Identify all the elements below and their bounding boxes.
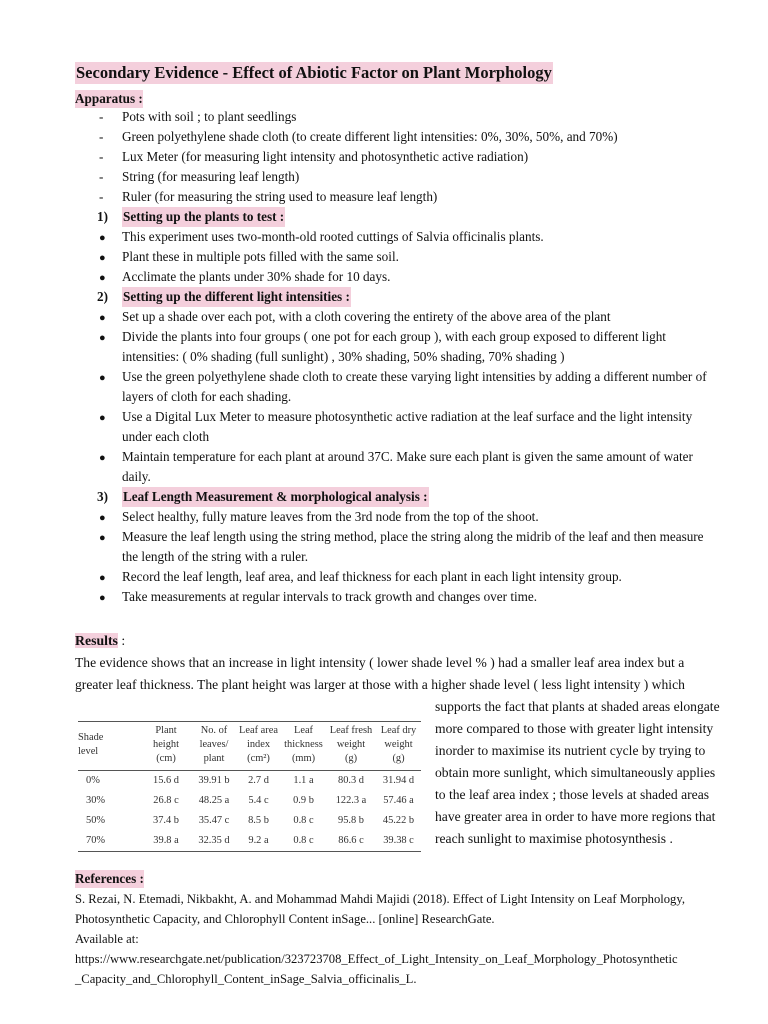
results-side-line: inorder to maximise its nutrient cycle by trying to [435, 743, 706, 758]
table-cell: 86.6 c [338, 835, 364, 846]
table-cell: 39.8 a [153, 835, 179, 846]
table-header-text: Plant [155, 725, 177, 736]
table-row [78, 811, 421, 831]
step-number: 3) [97, 489, 108, 504]
table-header-text: Leaf fresh [329, 725, 373, 736]
bullet-icon: ● [99, 332, 106, 344]
apparatus-item-text: String (for measuring leaf length) [122, 169, 300, 184]
table-header-text: (g) [344, 753, 358, 764]
table-cell: 39.91 b [198, 775, 230, 786]
bullet-icon: ● [99, 532, 106, 544]
table-row [78, 791, 421, 811]
results-paragraph-line: The evidence shows that an increase in light intensity ( lower shade level % ) had a smaller leaf area index but a [75, 655, 685, 670]
table-cell: 50% [86, 815, 106, 826]
step-heading: Setting up the different light intensities : [122, 287, 351, 307]
step-heading: Setting up the plants to test : [122, 207, 285, 227]
bullet-text: Plant these in multiple pots filled with the same soil. [122, 249, 399, 264]
table-header-text: level [78, 746, 99, 757]
table-header-cell [192, 722, 236, 771]
table-cell: 122.3 a [335, 795, 367, 806]
bullet-text: daily. [122, 469, 151, 484]
bullet-text: under each cloth [122, 429, 210, 444]
bullet-text: Acclimate the plants under 30% shade for 10 days. [122, 269, 391, 284]
table-cell: 70% [86, 835, 106, 846]
bullet-icon: ● [99, 232, 106, 244]
table-cell: 80.3 d [338, 775, 364, 786]
table-row [78, 831, 421, 852]
table-header-cell [326, 722, 376, 771]
table-header-text: weight [384, 739, 413, 750]
bullet-icon: ● [99, 572, 106, 584]
dash-marker: - [99, 169, 104, 184]
reference-line: Photosynthetic Capacity, and Chlorophyll Content inSage... [online] ResearchGate. [75, 912, 495, 926]
apparatus-heading: Apparatus : [75, 91, 143, 106]
apparatus-item-text: Pots with soil ; to plant seedlings [122, 109, 297, 124]
table-cell: 8.5 b [248, 815, 269, 826]
bullet-icon: ● [99, 512, 106, 524]
table-cell: 0.8 c [293, 835, 314, 846]
table-cell: 31.94 d [382, 775, 415, 786]
table-cell: 35.47 c [198, 815, 230, 826]
dash-marker: - [99, 149, 104, 164]
results-side-line: reach sunlight to maximise photosynthesis . [435, 831, 673, 846]
results-heading-colon: : [117, 633, 126, 648]
table-cell: 5.4 c [248, 795, 269, 806]
table-cell: 9.2 a [248, 835, 269, 846]
references-heading: References : [75, 871, 144, 886]
table-header-row [78, 722, 421, 771]
results-paragraph-line: greater leaf thickness. The plant height was larger at those with a higher shade level ( less light intensity ) which [75, 677, 685, 692]
reference-line: https://www.researchgate.net/publication/323723708_Effect_of_Light_Intensity_on_Leaf_Morphology_Photosynthetic [75, 952, 678, 966]
bullet-text: the length of the string with a ruler. [122, 549, 309, 564]
bullet-text: Set up a shade over each pot, with a cloth covering the entirety of the above area of the plant [122, 309, 611, 324]
bullet-icon: ● [99, 372, 106, 384]
bullet-text: Maintain temperature for each plant at around 37C. Make sure each plant is given the same amount of water [122, 449, 693, 464]
table-header-text: weight [336, 739, 366, 750]
table-header-text: Leaf dry [380, 725, 417, 736]
table-header-text: Leaf [293, 725, 314, 736]
table-cell: 26.8 c [153, 795, 179, 806]
table-header-text: height [153, 739, 179, 750]
table-cell: 39.38 c [383, 835, 414, 846]
results-heading-wrap [75, 632, 125, 650]
table-cell: 45.22 b [382, 815, 415, 826]
bullet-text: This experiment uses two-month-old rooted cuttings of Salvia officinalis plants. [122, 229, 544, 244]
table-header-cell [78, 722, 140, 771]
apparatus-item-text: Green polyethylene shade cloth (to create different light intensities: 0%, 30%, 50%, and 70%) [122, 129, 618, 144]
apparatus-item-text: Ruler (for measuring the string used to measure leaf length) [122, 189, 438, 204]
table-header-cell [376, 722, 421, 771]
table-cell: 57.46 a [383, 795, 414, 806]
reference-line: S. Rezai, N. Etemadi, Nikbakht, A. and Mohammad Mahdi Majidi (2018). Effect of Light Intensity on Leaf Morphology, [75, 892, 685, 906]
table-header-text: thickness [284, 739, 323, 750]
table-header-text: plant [203, 753, 225, 764]
table-cell: 0.8 c [293, 815, 314, 826]
dash-marker: - [99, 189, 104, 204]
table-cell: 95.8 b [338, 815, 364, 826]
bullet-text: Divide the plants into four groups ( one pot for each group ), with each group exposed to different light [122, 329, 666, 344]
table-cell: 0% [86, 775, 100, 786]
results-side-line: have greater area in order to have more regions that [435, 809, 716, 824]
results-side-line: to the leaf area index ; those levels at shaded areas [435, 787, 710, 802]
bullet-text: Take measurements at regular intervals to track growth and changes over time. [122, 589, 538, 604]
bullet-text: Use the green polyethylene shade cloth to create these varying light intensities by adding a different number of [122, 369, 707, 384]
table-header-text: (mm) [291, 753, 316, 764]
table-header-text: Shade [78, 732, 104, 743]
step-number: 1) [97, 209, 108, 224]
results-heading: Results [75, 633, 118, 648]
table-header-text: (g) [392, 753, 405, 764]
table-cell: 1.1 a [293, 775, 314, 786]
dash-marker: - [99, 129, 104, 144]
dash-marker: - [99, 109, 104, 124]
bullet-text: Select healthy, fully mature leaves from the 3rd node from the top of the shoot. [122, 509, 539, 524]
bullet-icon: ● [99, 592, 106, 604]
bullet-text: Record the leaf length, leaf area, and leaf thickness for each plant in each light intensity group. [122, 569, 622, 584]
step-number: 2) [97, 289, 108, 304]
table-header-cell [281, 722, 326, 771]
results-side-line: supports the fact that plants at shaded areas elongate [435, 699, 720, 714]
table-cell: 37.4 b [153, 815, 179, 826]
table-header-text: No. of [200, 725, 228, 736]
table-header-text: Leaf area [239, 725, 278, 736]
bullet-icon: ● [99, 312, 106, 324]
bullet-text: layers of cloth for each shading. [122, 389, 292, 404]
table-cell: 48.25 a [198, 795, 230, 806]
table-header-text: index [246, 739, 271, 750]
table-header-text: leaves/ [199, 739, 229, 750]
table-header-cell [236, 722, 281, 771]
apparatus-item-text: Lux Meter (for measuring light intensity and photosynthetic active radiation) [122, 149, 529, 164]
bullet-icon: ● [99, 252, 106, 264]
results-table [78, 721, 421, 852]
table-header-cell [140, 722, 192, 771]
document-title: Secondary Evidence - Effect of Abiotic Factor on Plant Morphology [76, 63, 552, 82]
table-row [78, 771, 421, 792]
bullet-text: intensities: ( 0% shading (full sunlight) , 30% shading, 50% shading, 70% shading ) [122, 349, 565, 364]
bullet-icon: ● [99, 412, 106, 424]
table-cell: 30% [86, 795, 106, 806]
bullet-icon: ● [99, 452, 106, 464]
results-side-line: obtain more sunlight, which simultaneously applies [435, 765, 716, 780]
table-cell: 15.6 d [153, 775, 179, 786]
reference-line: _Capacity_and_Chlorophyll_Content_inSage_Salvia_officinalis_L. [75, 972, 417, 986]
table-cell: 2.7 d [248, 775, 269, 786]
table-header-text: (cm) [156, 753, 176, 764]
results-side-line: more compared to those with greater light intensity [435, 721, 714, 736]
table-cell: 32.35 d [198, 835, 230, 846]
bullet-text: Use a Digital Lux Meter to measure photosynthetic active radiation at the leaf surface and the light intensity [122, 409, 693, 424]
bullet-text: Measure the leaf length using the string method, place the string along the midrib of the leaf and then measure [122, 529, 704, 544]
reference-line: Available at: [75, 932, 139, 946]
step-heading: Leaf Length Measurement & morphological analysis : [122, 487, 429, 507]
table-header-text: (cm²) [247, 753, 270, 764]
table-body [78, 771, 421, 852]
bullet-icon: ● [99, 272, 106, 284]
table-cell: 0.9 b [293, 795, 314, 806]
